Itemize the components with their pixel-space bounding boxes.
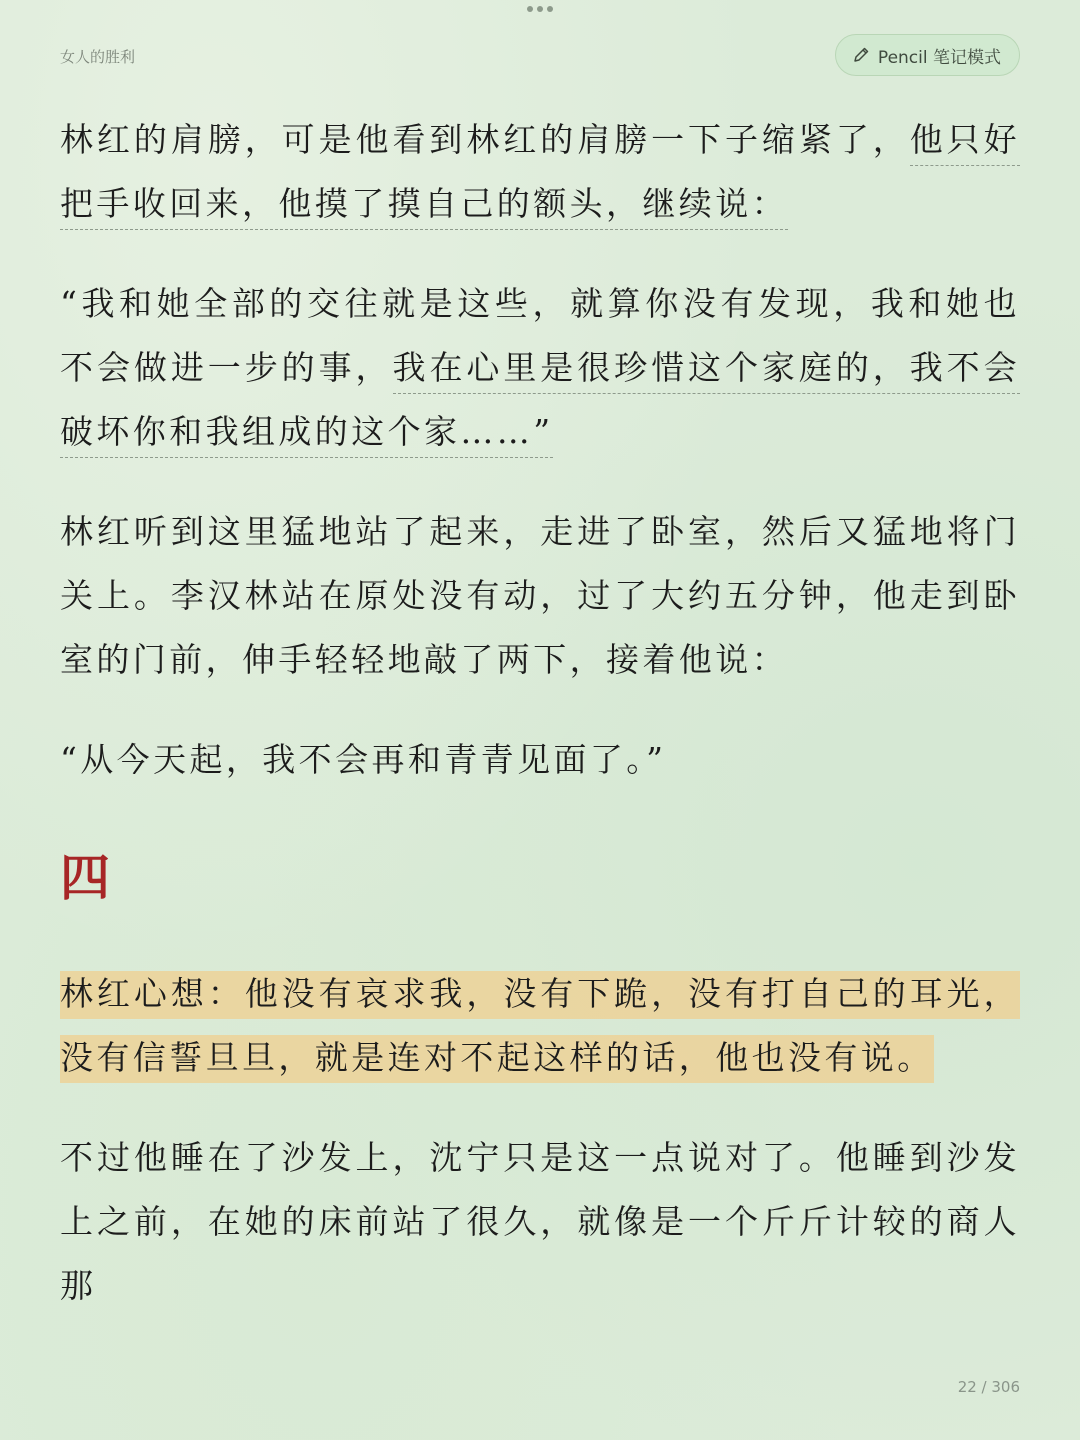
paragraph [60,962,1020,1090]
highlighted-text[interactable]: 林红心想：他没有哀求我，没有下跪，没有打自己的耳光，没有信誓旦旦，就是连对不起这样的话，他也没有说。 [60,971,1020,1083]
page-indicator: 22 / 306 [957,1378,1020,1396]
paragraph [60,108,1020,236]
more-dots-icon[interactable] [527,6,553,12]
paragraph: 林红听到这里猛地站了起来，走进了卧室，然后又猛地将门关上。李汉林站在原处没有动，过了大约五分钟，他走到卧室的门前，伸手轻轻地敲了两下，接着他说： [60,512,1020,679]
underlined-text[interactable]: 他只好把手收回来，他摸了摸自己的额头，继续说： [60,120,1020,230]
pencil-mode-button[interactable] [835,34,1020,76]
paragraph-text: 林红的肩膀，可是他看到林红的肩膀一下子缩紧了， [60,120,910,159]
paragraph [60,272,1020,464]
chapter-heading: 四 [60,848,110,907]
pencil-mode-label: Pencil 笔记模式 [877,47,1001,68]
paragraph: 不过他睡在了沙发上，沈宁只是这一点说对了。他睡到沙发上之前，在她的床前站了很久，就像是一个斤斤计较的商人那 [60,1138,1020,1305]
book-title: 女人的胜利 [60,48,136,66]
reading-content [60,108,1020,1354]
underlined-text[interactable]: 我在心里是很珍惜这个家庭的，我不会破坏你和我组成的这个家……” [60,348,1020,458]
paragraph-text: “我和她全部的交往就是这些，就算你没有发现，我和她也不会做进一步的事， [60,284,1020,387]
pencil-icon [852,46,870,64]
paragraph: “从今天起，我不会再和青青见面了。” [60,740,667,779]
